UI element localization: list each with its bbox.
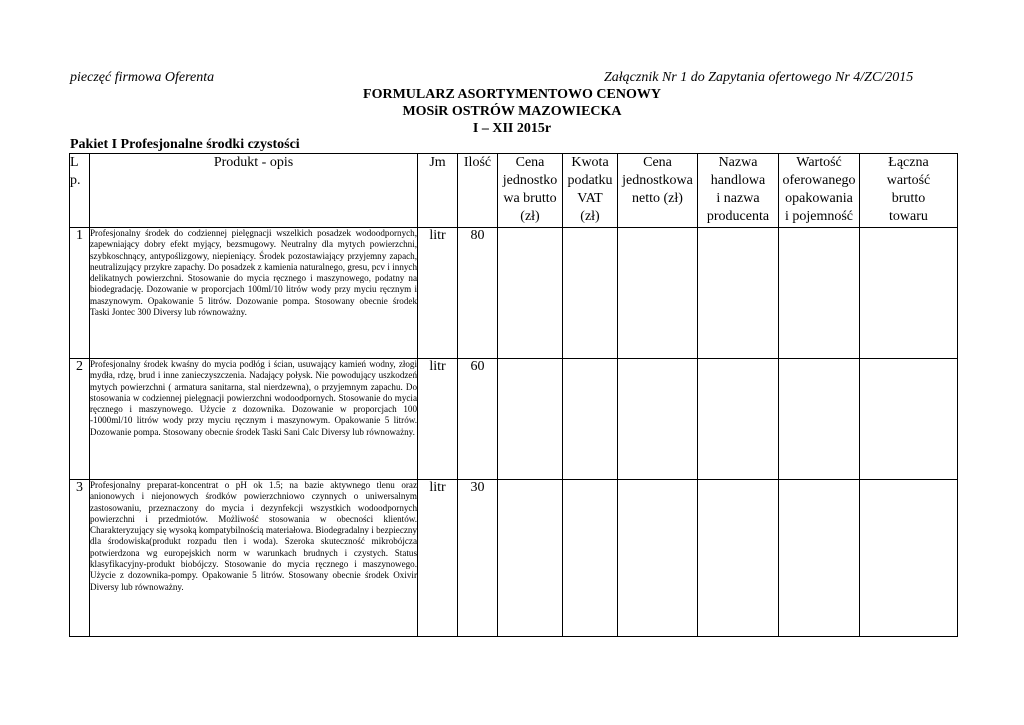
vat-amount-cell[interactable] — [563, 359, 618, 480]
table-row — [70, 359, 958, 480]
header-trade-name: Nazwa handlowa i nazwa producenta — [698, 154, 779, 228]
document-titles — [0, 86, 1024, 137]
price-form-table — [69, 153, 958, 637]
gross-unit-price-cell[interactable] — [498, 228, 563, 359]
table-row — [70, 480, 958, 637]
product-description: Profesjonalny środek kwaśny do mycia podłóg i ścian, usuwający kamień wodny, złogi mydła, rdzę, brud i inne zanieczyszczenia. Nadający połysk. Nie powodujący uszkodzeń mytych powierzchni ( armatura sanitarna, stal nierdzewna), o przyjemnym zapachu. Do stosowania w codziennej pielęgnacji powierzchni wodoodpornych. Stosowanie do mycia ręcznego i maszynowego. Użycie z dozownika. Dozowanie w proporcjach 100 -1000ml/10 litrów wody przy myciu ręcznym i maszynowym. Opakowanie 5 litrów. Dozowanie pompa. Stosowany obecnie środek Taski Sani Calc Diversy lub równoważny. — [90, 359, 418, 480]
header-total-gross-value: Łączna wartość brutto towaru — [860, 154, 958, 228]
header-quantity: Ilość — [458, 154, 498, 228]
header-net-unit-price: Cena jednostkowa netto (zł) — [618, 154, 698, 228]
header-product: Produkt - opis — [90, 154, 418, 228]
gross-unit-price-cell[interactable] — [498, 359, 563, 480]
net-unit-price-cell[interactable] — [618, 480, 698, 637]
unit-cell: litr — [418, 228, 458, 359]
trade-name-cell[interactable] — [698, 228, 779, 359]
header-package-value: Wartość oferowanego opakowania i pojemność — [779, 154, 860, 228]
header-unit: Jm — [418, 154, 458, 228]
net-unit-price-cell[interactable] — [618, 359, 698, 480]
product-description: Profesjonalny środek do codziennej pielęgnacji wszelkich posadzek wodoodpornych, zapewniający dobry efekt myjący, bezsmugowy. Neutralny dla mytych powierzchni, szybkoschnący, antypoślizgowy, niepieniący. Środek pozostawiający przyjemny zapach, neutralizujący przykre zapachy. Do posadzek z kamienia naturalnego, gresu, pcv i innych delikatnych powierzchni. Stosowanie do mycia ręcznego i maszynowego, podatny na biodegradację. Dozowanie w proporcjach 100ml/10 litrów wody przy myciu ręcznym i maszynowym. Opakowanie 5 litrów. Dozowanie pompa. Stosowany obecnie środek Taski Jontec 300 Diversy lub równoważny. — [90, 228, 418, 359]
package-value-cell[interactable] — [779, 228, 860, 359]
form-title: FORMULARZ ASORTYMENTOWO CENOWY — [363, 87, 661, 102]
row-number: 2 — [70, 359, 90, 480]
period-title: I – XII 2015r — [472, 121, 552, 136]
package-value-cell[interactable] — [779, 359, 860, 480]
package-title: Pakiet I Profesjonalne środki czystości — [70, 137, 300, 152]
net-unit-price-cell[interactable] — [618, 228, 698, 359]
table-header-row — [70, 154, 958, 228]
unit-cell: litr — [418, 359, 458, 480]
total-gross-value-cell[interactable] — [860, 480, 958, 637]
header-lp: L p. — [70, 154, 90, 228]
unit-cell: litr — [418, 480, 458, 637]
quantity-cell: 60 — [458, 359, 498, 480]
header-gross-unit-price: Cena jednostko wa brutto (zł) — [498, 154, 563, 228]
row-number: 1 — [70, 228, 90, 359]
trade-name-cell[interactable] — [698, 359, 779, 480]
row-number: 3 — [70, 480, 90, 637]
table-row — [70, 228, 958, 359]
quantity-cell: 30 — [458, 480, 498, 637]
attachment-reference: Załącznik Nr 1 do Zapytania ofertowego Nr 4/ZC/2015 — [604, 70, 914, 85]
vat-amount-cell[interactable] — [563, 480, 618, 637]
header-vat-amount: Kwota podatku VAT (zł) — [563, 154, 618, 228]
company-stamp-label: pieczęć firmowa Oferenta — [70, 70, 215, 85]
product-description: Profesjonalny preparat-koncentrat o pH ok 1.5; na bazie aktywnego tlenu oraz anionowych i niejonowych środków powierzchniowo czynnych o uniwersalnym zastosowaniu, przeznaczony do mycia i dezynfekcji wszystkich wodoodpornych powierzchni i przedmiotów. Możliwość stosowania w obecności klientów. Charakteryzujący się wysoką kompatybilnością materiałowa. Biodegradalny i bezpieczny dla środowiska(produkt rozpadu tlen i woda). Szeroka skuteczność mikrobójcza potwierdzona wg europejskich norm w warunkach brudnych i czystych. Status klasyfikacyjny-produkt biobójczy. Stosowanie do mycia ręcznego i maszynowego. Użycie z dozownika-pompy. Opakowanie 5 litrów. Stosowany obecnie środek Oxivir Diversy lub równoważny. — [90, 480, 418, 637]
package-value-cell[interactable] — [779, 480, 860, 637]
trade-name-cell[interactable] — [698, 480, 779, 637]
vat-amount-cell[interactable] — [563, 228, 618, 359]
organization-title: MOSiR OSTRÓW MAZOWIECKA — [402, 104, 622, 119]
total-gross-value-cell[interactable] — [860, 359, 958, 480]
quantity-cell: 80 — [458, 228, 498, 359]
gross-unit-price-cell[interactable] — [498, 480, 563, 637]
total-gross-value-cell[interactable] — [860, 228, 958, 359]
